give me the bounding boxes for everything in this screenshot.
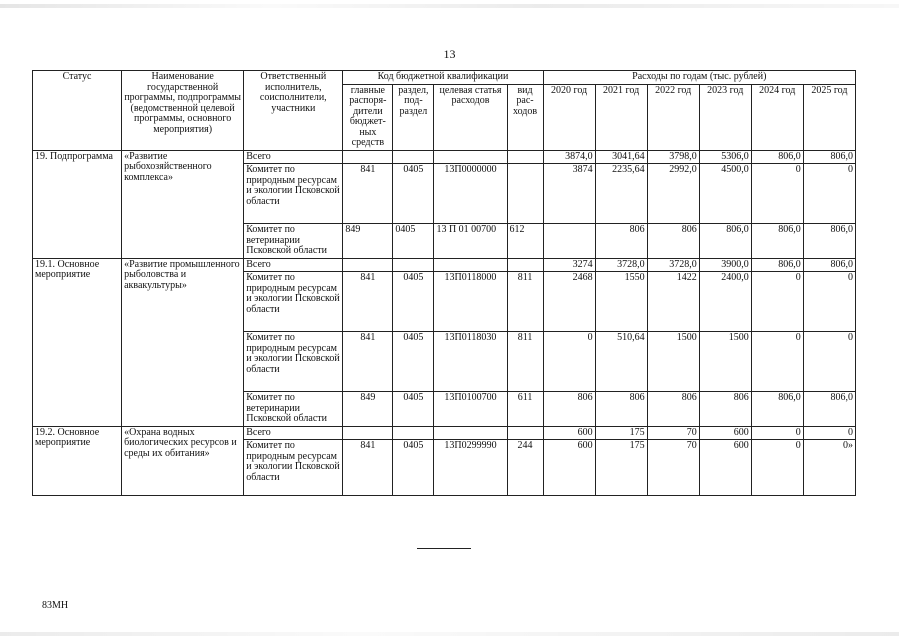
value-cell: 1550 — [595, 272, 647, 332]
status-cell: 19.2. Основное мероприятие — [33, 426, 122, 496]
value-cell: 0 — [803, 272, 855, 332]
value-cell: 806 — [543, 392, 595, 427]
value-cell: 5306,0 — [699, 150, 751, 164]
header-expenses: Расходы по годам (тыс. рублей) — [543, 71, 855, 85]
value-cell: 0 — [751, 426, 803, 440]
grbs-cell — [343, 150, 393, 164]
value-cell: 70 — [647, 426, 699, 440]
executor-cell: Комитет по природным ресурсам и экологии Псковской области — [244, 272, 343, 332]
target-cell: 13П0118030 — [434, 332, 507, 392]
program-name-cell: «Развитие рыбохозяйственного комплекса» — [122, 150, 244, 258]
section-cell: 0405 — [393, 332, 434, 392]
section-cell — [393, 426, 434, 440]
kind-cell: 244 — [507, 440, 543, 496]
value-cell: 2992,0 — [647, 164, 699, 224]
value-cell: 806,0 — [751, 392, 803, 427]
kind-cell: 612 — [507, 224, 543, 259]
grbs-cell: 841 — [343, 164, 393, 224]
header-kind: вид рас-ходов — [507, 84, 543, 150]
value-cell: 600 — [543, 440, 595, 496]
footnote-divider — [417, 548, 471, 549]
executor-cell: Комитет по ветеринарии Псковской области — [244, 224, 343, 259]
executor-cell: Комитет по природным ресурсам и экологии Псковской области — [244, 164, 343, 224]
value-cell: 0 — [803, 164, 855, 224]
header-year-2021: 2021 год — [595, 84, 647, 150]
value-cell: 600 — [699, 426, 751, 440]
value-cell: 1422 — [647, 272, 699, 332]
section-cell — [393, 150, 434, 164]
header-executor: Ответственный исполнитель, соисполнители, участники — [244, 71, 343, 151]
page-number: 13 — [443, 47, 456, 61]
value-cell: 806,0 — [803, 392, 855, 427]
kind-cell: 811 — [507, 272, 543, 332]
value-cell: 0 — [751, 440, 803, 496]
header-year-2020: 2020 год — [543, 84, 595, 150]
value-cell: 806 — [595, 224, 647, 259]
executor-cell: Всего — [244, 426, 343, 440]
header-budget-code: Код бюджетной квалификации — [343, 71, 543, 85]
target-cell — [434, 258, 507, 272]
value-cell: 600 — [699, 440, 751, 496]
kind-cell: 611 — [507, 392, 543, 427]
value-cell: 510,64 — [595, 332, 647, 392]
header-name: Наименование государственной программы, подпрограммы (ведомственной целевой программы, основного мероприятия) — [122, 71, 244, 151]
value-cell: 3041,64 — [595, 150, 647, 164]
grbs-cell: 849 — [343, 392, 393, 427]
table-row — [33, 258, 856, 272]
grbs-cell: 841 — [343, 332, 393, 392]
value-cell: 806,0 — [803, 258, 855, 272]
target-cell: 13 П 01 00700 — [434, 224, 507, 259]
value-cell: 3874,0 — [543, 150, 595, 164]
value-cell: 3728,0 — [595, 258, 647, 272]
value-cell: 2400,0 — [699, 272, 751, 332]
value-cell: 4500,0 — [699, 164, 751, 224]
value-cell: 806 — [647, 392, 699, 427]
value-cell: 0 — [543, 332, 595, 392]
program-name-cell: «Развитие промышленного рыболовства и аквакультуры» — [122, 258, 244, 426]
value-cell: 806,0 — [751, 224, 803, 259]
grbs-cell — [343, 258, 393, 272]
executor-cell: Комитет по природным ресурсам и экологии Псковской области — [244, 440, 343, 496]
value-cell: 0 — [803, 332, 855, 392]
value-cell: 1500 — [647, 332, 699, 392]
grbs-cell: 849 — [343, 224, 393, 259]
value-cell: 806 — [595, 392, 647, 427]
status-cell: 19.1. Основное мероприятие — [33, 258, 122, 426]
value-cell: 600 — [543, 426, 595, 440]
header-year-2024: 2024 год — [751, 84, 803, 150]
target-cell: 13П0000000 — [434, 164, 507, 224]
executor-cell: Всего — [244, 150, 343, 164]
target-cell — [434, 426, 507, 440]
footer-code: 83МН — [42, 600, 69, 611]
header-year-2023: 2023 год — [699, 84, 751, 150]
kind-cell: 811 — [507, 332, 543, 392]
target-cell: 13П0100700 — [434, 392, 507, 427]
value-cell: 2468 — [543, 272, 595, 332]
executor-cell: Комитет по ветеринарии Псковской области — [244, 392, 343, 427]
value-cell: 1500 — [699, 332, 751, 392]
value-cell: 2235,64 — [595, 164, 647, 224]
section-cell: 0405 — [393, 224, 434, 259]
program-name-cell: «Охрана водных биологических ресурсов и среды их обитания» — [122, 426, 244, 496]
section-cell: 0405 — [393, 440, 434, 496]
value-cell: 806,0 — [803, 224, 855, 259]
header-row-main — [33, 71, 856, 85]
value-cell: 175 — [595, 440, 647, 496]
kind-cell — [507, 258, 543, 272]
executor-cell: Всего — [244, 258, 343, 272]
budget-table — [32, 70, 856, 496]
header-target: целевая статья расходов — [434, 84, 507, 150]
value-cell: 3900,0 — [699, 258, 751, 272]
scan-edge-top — [0, 4, 899, 8]
kind-cell — [507, 150, 543, 164]
kind-cell — [507, 164, 543, 224]
target-cell: 13П0299990 — [434, 440, 507, 496]
value-cell: 0 — [751, 332, 803, 392]
header-year-2022: 2022 год — [647, 84, 699, 150]
value-cell: 806,0 — [803, 150, 855, 164]
value-cell: 806 — [647, 224, 699, 259]
table-row — [33, 150, 856, 164]
status-cell: 19. Подпрограмма — [33, 150, 122, 258]
scan-edge-bottom — [0, 632, 899, 636]
value-cell: 0 — [751, 272, 803, 332]
value-cell: 0 — [751, 164, 803, 224]
grbs-cell: 841 — [343, 440, 393, 496]
grbs-cell: 841 — [343, 272, 393, 332]
value-cell: 806,0 — [699, 224, 751, 259]
value-cell: 3728,0 — [647, 258, 699, 272]
section-cell: 0405 — [393, 272, 434, 332]
value-cell: 806,0 — [751, 258, 803, 272]
target-cell — [434, 150, 507, 164]
grbs-cell — [343, 426, 393, 440]
header-status: Статус — [33, 71, 122, 151]
section-cell — [393, 258, 434, 272]
header-section: раздел, под-раздел — [393, 84, 434, 150]
value-cell: 70 — [647, 440, 699, 496]
value-cell: 0 — [803, 426, 855, 440]
header-year-2025: 2025 год — [803, 84, 855, 150]
value-cell: 3874 — [543, 164, 595, 224]
section-cell: 0405 — [393, 164, 434, 224]
value-cell: 175 — [595, 426, 647, 440]
executor-cell: Комитет по природным ресурсам и экологии Псковской области — [244, 332, 343, 392]
value-cell: 3274 — [543, 258, 595, 272]
value-cell: 0» — [803, 440, 855, 496]
value-cell: 806 — [699, 392, 751, 427]
value-cell — [543, 224, 595, 259]
value-cell: 806,0 — [751, 150, 803, 164]
target-cell: 13П0118000 — [434, 272, 507, 332]
header-grbs: главные распоря-дители бюджет-ных средств — [343, 84, 393, 150]
section-cell: 0405 — [393, 392, 434, 427]
table-row — [33, 426, 856, 440]
value-cell: 3798,0 — [647, 150, 699, 164]
kind-cell — [507, 426, 543, 440]
